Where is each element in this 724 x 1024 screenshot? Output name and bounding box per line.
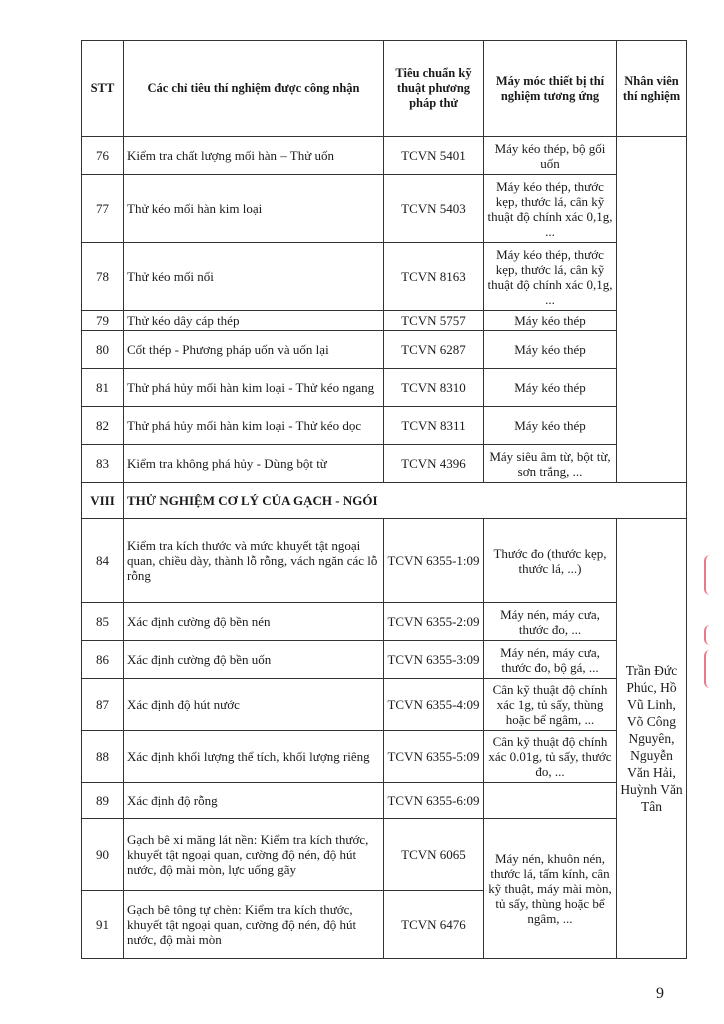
section-row [82, 483, 687, 519]
row-criteria: Kiểm tra kích thước và mức khuyết tật ngoại quan, chiều dày, thành lỗ rỗng, vách ngăn các lỗ rỗng [124, 519, 384, 603]
row-equipment: Máy kéo thép [484, 369, 617, 407]
table-row [82, 641, 687, 679]
stamp-fragment [704, 650, 724, 688]
row-stt: 80 [82, 331, 124, 369]
row-equipment: Máy kéo thép, thước kẹp, thước lá, cân kỹ thuật độ chính xác 0,1g, ... [484, 243, 617, 311]
row-stt: 85 [82, 603, 124, 641]
row-standard: TCVN 8163 [384, 243, 484, 311]
row-standard: TCVN 6355-3:09 [384, 641, 484, 679]
header-stt: STT [82, 41, 124, 137]
row-standard: TCVN 6355-5:09 [384, 731, 484, 783]
row-standard: TCVN 6355-6:09 [384, 783, 484, 819]
row-stt: 87 [82, 679, 124, 731]
row-standard: TCVN 6355-2:09 [384, 603, 484, 641]
row-equipment: Cân kỹ thuật độ chính xác 0.01g, tủ sấy, thước đo, ... [484, 731, 617, 783]
row-criteria: Thử phá hủy mối hàn kim loại - Thử kéo ngang [124, 369, 384, 407]
table-row [82, 407, 687, 445]
row-stt: 83 [82, 445, 124, 483]
row-criteria: Thử kéo dây cáp thép [124, 311, 384, 331]
row-equipment [484, 783, 617, 819]
row-equipment: Máy kéo thép, bộ gối uốn [484, 137, 617, 175]
row-equipment: Thước đo (thước kẹp, thước lá, ...) [484, 519, 617, 603]
row-criteria: Xác định độ rỗng [124, 783, 384, 819]
row-stt: 81 [82, 369, 124, 407]
row-standard: TCVN 8311 [384, 407, 484, 445]
page-number: 9 [656, 985, 664, 1002]
row-standard: TCVN 5401 [384, 137, 484, 175]
header-staff: Nhân viên thí nghiệm [617, 41, 687, 137]
row-criteria: Xác định độ hút nước [124, 679, 384, 731]
row-stt: 82 [82, 407, 124, 445]
section-number: VIII [82, 483, 124, 519]
row-standard: TCVN 4396 [384, 445, 484, 483]
row-criteria: Kiểm tra chất lượng mối hàn – Thử uốn [124, 137, 384, 175]
row-standard: TCVN 6355-1:09 [384, 519, 484, 603]
row-standard: TCVN 6287 [384, 331, 484, 369]
table-row [82, 243, 687, 311]
table-row [82, 731, 687, 783]
table-row [82, 445, 687, 483]
row-equipment: Máy nén, máy cưa, thước đo, ... [484, 603, 617, 641]
row-standard: TCVN 6476 [384, 891, 484, 959]
staff-cell-upper [617, 137, 687, 483]
row-criteria: Xác định khối lượng thể tích, khối lượng riêng [124, 731, 384, 783]
row-equipment: Máy kéo thép [484, 311, 617, 331]
header-standard: Tiêu chuẩn kỹ thuật phương pháp thử [384, 41, 484, 137]
row-stt: 76 [82, 137, 124, 175]
row-criteria: Thử phá hủy mối hàn kim loại - Thử kéo dọc [124, 407, 384, 445]
row-stt: 78 [82, 243, 124, 311]
table-row [82, 369, 687, 407]
table-row [82, 175, 687, 243]
table-row [82, 679, 687, 731]
row-criteria: Kiểm tra không phá hủy - Dùng bột từ [124, 445, 384, 483]
row-equipment: Máy kéo thép [484, 407, 617, 445]
row-equipment: Máy nén, khuôn nén, thước lá, tấm kính, cân kỹ thuật, máy mài mòn, tủ sấy, thùng hoặc bể ngâm, ... [484, 819, 617, 959]
row-stt: 91 [82, 891, 124, 959]
row-stt: 86 [82, 641, 124, 679]
row-equipment: Máy kéo thép, thước kẹp, thước lá, cân kỹ thuật độ chính xác 0,1g, ... [484, 175, 617, 243]
row-equipment: Máy kéo thép [484, 331, 617, 369]
header-criteria: Các chỉ tiêu thí nghiệm được công nhận [124, 41, 384, 137]
row-criteria: Gạch bê tông tự chèn: Kiểm tra kích thước, khuyết tật ngoại quan, cường độ nén, độ hút nước, độ mài mòn [124, 891, 384, 959]
table-row [82, 137, 687, 175]
row-standard: TCVN 6355-4:09 [384, 679, 484, 731]
row-stt: 77 [82, 175, 124, 243]
table-row [82, 519, 687, 603]
row-equipment: Cân kỹ thuật độ chính xác 1g, tủ sấy, thùng hoặc bể ngâm, ... [484, 679, 617, 731]
row-equipment: Máy nén, máy cưa, thước đo, bộ gá, ... [484, 641, 617, 679]
row-standard: TCVN 5403 [384, 175, 484, 243]
table-header-row [82, 41, 687, 137]
stamp-fragment [704, 625, 724, 645]
row-criteria: Gạch bê xi măng lát nền: Kiểm tra kích thước, khuyết tật ngoại quan, cường độ nén, độ hút nước, độ mài mòn, lực uống gãy [124, 819, 384, 891]
row-standard: TCVN 5757 [384, 311, 484, 331]
row-standard: TCVN 6065 [384, 819, 484, 891]
table-row [82, 783, 687, 819]
accreditation-table [81, 40, 687, 959]
staff-names: Trần Đức Phúc, Hồ Vũ Linh, Võ Công Nguyên, Nguyễn Văn Hải, Huỳnh Văn Tân [617, 519, 687, 959]
section-title: THỬ NGHIỆM CƠ LÝ CỦA GẠCH - NGÓI [124, 483, 687, 519]
table-row [82, 311, 687, 331]
header-equipment: Máy móc thiết bị thí nghiệm tương ứng [484, 41, 617, 137]
row-standard: TCVN 8310 [384, 369, 484, 407]
row-stt: 88 [82, 731, 124, 783]
row-criteria: Xác định cường độ bền uốn [124, 641, 384, 679]
row-stt: 79 [82, 311, 124, 331]
row-equipment: Máy siêu âm từ, bột từ, sơn trắng, ... [484, 445, 617, 483]
table-row [82, 331, 687, 369]
row-stt: 90 [82, 819, 124, 891]
stamp-fragment [704, 555, 724, 595]
row-stt: 89 [82, 783, 124, 819]
table-row [82, 819, 687, 891]
row-criteria: Xác định cường độ bền nén [124, 603, 384, 641]
table-row [82, 603, 687, 641]
row-criteria: Thử kéo mối nối [124, 243, 384, 311]
row-stt: 84 [82, 519, 124, 603]
row-criteria: Cốt thép - Phương pháp uốn và uốn lại [124, 331, 384, 369]
row-criteria: Thử kéo mối hàn kim loại [124, 175, 384, 243]
